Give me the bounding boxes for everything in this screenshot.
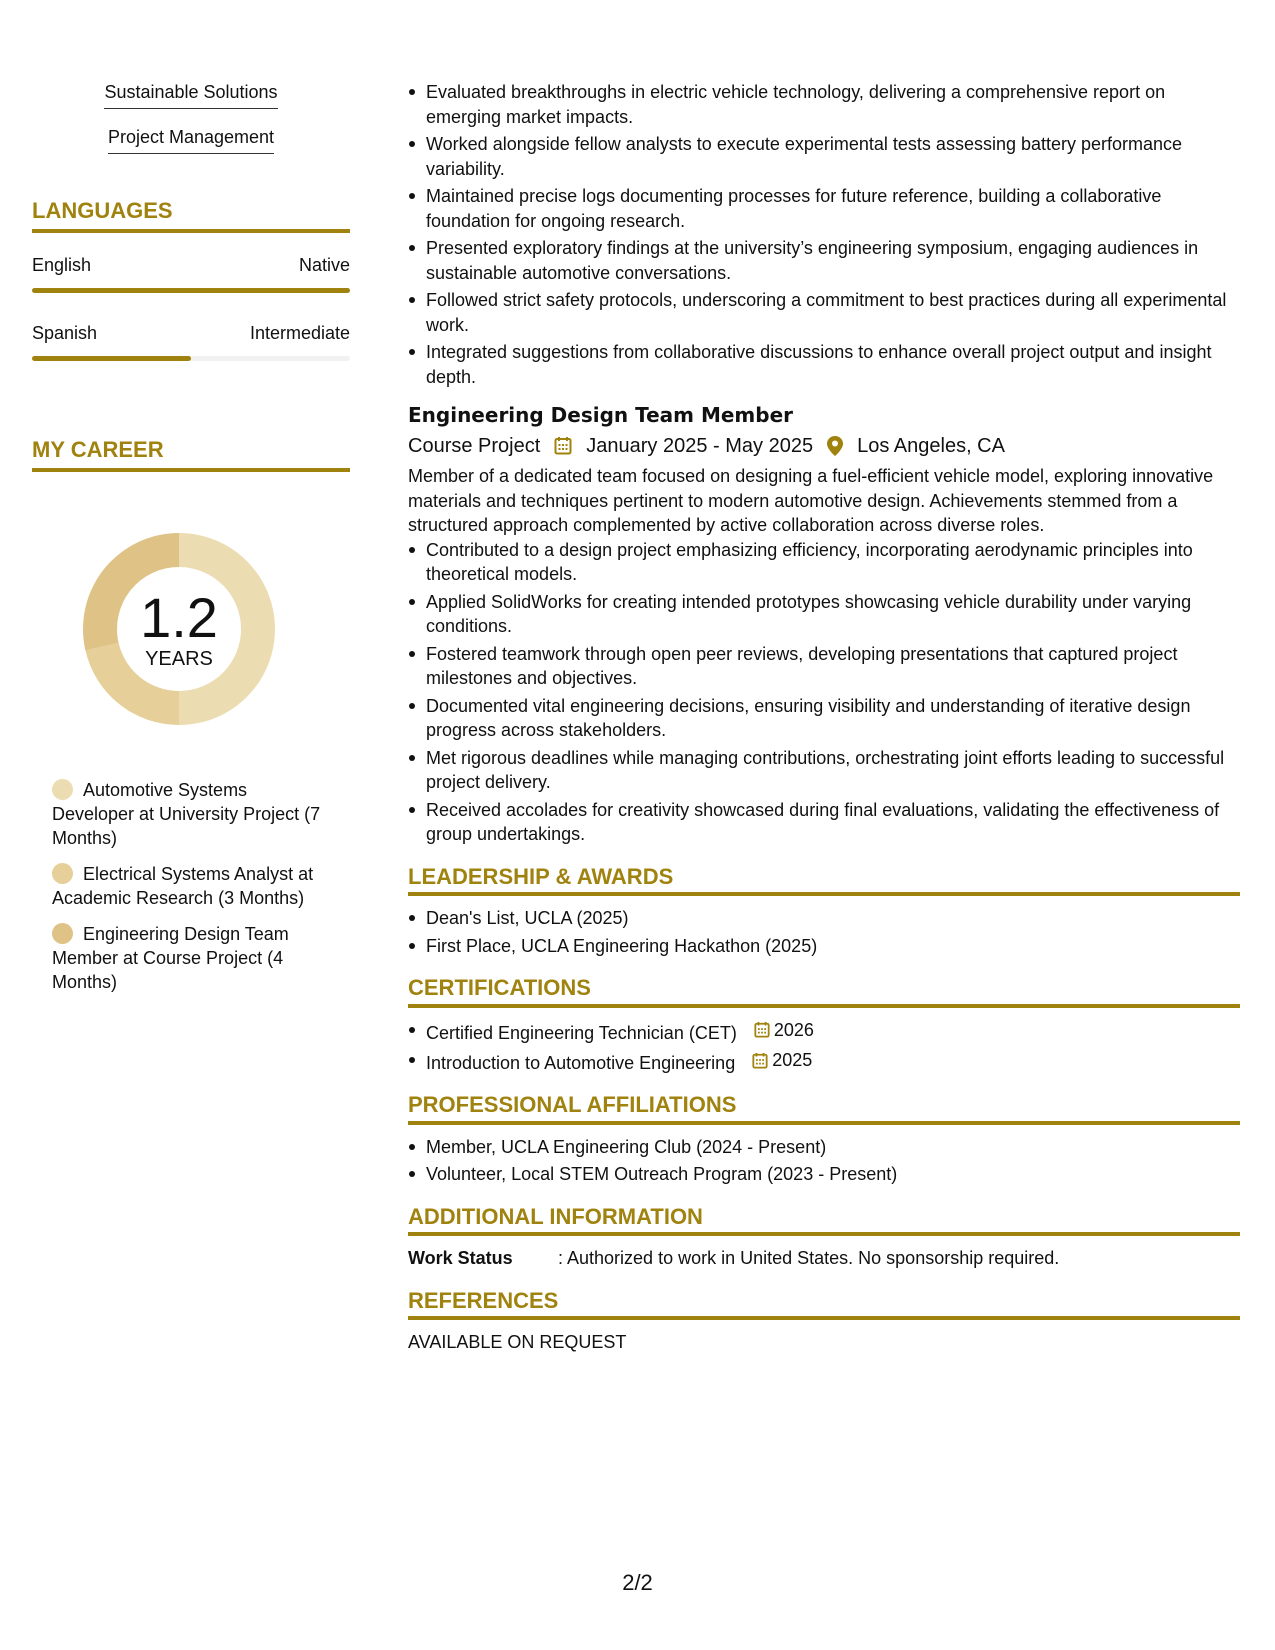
certification-item (426, 1018, 1240, 1045)
career-legend-item (52, 862, 332, 910)
references-text: AVAILABLE ON REQUEST (408, 1332, 627, 1352)
additional-info-heading: ADDITIONAL INFORMATION (408, 1205, 1240, 1237)
language-name: Spanish (32, 323, 98, 343)
award-item: First Place, UCLA Engineering Hackathon (2025) (426, 934, 1240, 959)
career-total-years: 1.2 (140, 586, 218, 649)
legend-label: Engineering Design Team Member at Course Project (4 Months) (52, 924, 289, 992)
career-legend-item (52, 778, 332, 850)
languages-heading: LANGUAGES (32, 198, 350, 233)
legend-color-dot (52, 923, 73, 944)
job-title: Engineering Design Team Member (408, 403, 794, 427)
job-organization: Course Project (408, 434, 541, 457)
certification-name: Introduction to Automotive Engineering (426, 1052, 736, 1073)
language-proficiency-bar (32, 356, 350, 361)
work-status-row (408, 1246, 1240, 1271)
certification-year: 2025 (772, 1049, 813, 1070)
bullet-item: Presented exploratory findings at the university’s engineering symposium, engaging audiences in sustainable automotive conversations. (426, 236, 1240, 285)
certification-year: 2026 (773, 1019, 814, 1040)
skill-item: Project Management (108, 127, 274, 154)
certification-item (426, 1048, 1240, 1075)
language-entry (32, 323, 350, 361)
job-dates: January 2025 - May 2025 (586, 434, 814, 457)
previous-job-bullets (408, 80, 1240, 389)
job-description: Member of a dedicated team focused on designing a fuel-efficient vehicle model, exploring innovative materials and techniques pertinent to modern automotive design. Achievements stemmed from a structured approach complemented by active collaboration across diverse roles. (408, 466, 1214, 535)
language-entry (32, 255, 350, 293)
calendar-icon (554, 436, 572, 455)
bullet-item: Maintained precise logs documenting processes for future reference, building a collaborative foundation for ongoing research. (426, 184, 1240, 233)
career-legend-item (52, 922, 332, 994)
job-meta (408, 434, 1240, 459)
affiliations-heading: PROFESSIONAL AFFILIATIONS (408, 1093, 1240, 1125)
bullet-item: Fostered teamwork through open peer reviews, developing presentations that captured project milestones and objectives. (426, 642, 1240, 691)
certification-name: Certified Engineering Technician (CET) (426, 1022, 737, 1043)
career-donut-chart (66, 516, 292, 742)
language-level: Intermediate (249, 323, 350, 343)
sidebar (32, 82, 350, 1006)
work-status-value: : Authorized to work in United States. No sponsorship required. (558, 1248, 1060, 1268)
legend-color-dot (52, 863, 73, 884)
skill-item: Sustainable Solutions (104, 82, 277, 109)
language-proficiency-fill (32, 288, 350, 293)
certifications-list (408, 1018, 1240, 1076)
bullet-item: Evaluated breakthroughs in electric vehicle technology, delivering a comprehensive report on emerging market impacts. (426, 80, 1240, 129)
bullet-item: Met rigorous deadlines while managing contributions, orchestrating joint efforts leading to successful project delivery. (426, 746, 1240, 795)
bullet-item: Worked alongside fellow analysts to execute experimental tests assessing battery performance variability. (426, 132, 1240, 181)
calendar-icon (752, 1052, 768, 1069)
calendar-icon (754, 1021, 770, 1038)
legend-label: Electrical Systems Analyst at Academic Research (3 Months) (52, 864, 314, 908)
career-years-unit: YEARS (145, 648, 213, 670)
map-pin-icon (827, 436, 843, 456)
leadership-heading: LEADERSHIP & AWARDS (408, 865, 1240, 897)
affiliation-item: Volunteer, Local STEM Outreach Program (2023 - Present) (426, 1162, 1240, 1187)
language-level: Native (298, 255, 350, 275)
bullet-item: Received accolades for creativity showcased during final evaluations, validating the effectiveness of group undertakings. (426, 798, 1240, 847)
career-heading: MY CAREER (32, 437, 350, 472)
language-proficiency-bar (32, 288, 350, 293)
work-status-label: Work Status (408, 1248, 513, 1268)
legend-label: Automotive Systems Developer at University Project (7 Months) (52, 780, 321, 848)
references-heading: REFERENCES (408, 1289, 1240, 1321)
job-location: Los Angeles, CA (857, 434, 1005, 457)
bullet-item: Integrated suggestions from collaborative discussions to enhance overall project output and insight depth. (426, 340, 1240, 389)
leadership-list (408, 906, 1240, 958)
affiliation-item: Member, UCLA Engineering Club (2024 - Present) (426, 1135, 1240, 1160)
bullet-item: Contributed to a design project emphasizing efficiency, incorporating aerodynamic principles into theoretical models. (426, 538, 1240, 587)
bullet-item: Applied SolidWorks for creating intended prototypes showcasing vehicle durability under varying conditions. (426, 590, 1240, 639)
language-proficiency-fill (32, 356, 191, 361)
legend-color-dot (52, 779, 73, 800)
bullet-item: Followed strict safety protocols, underscoring a commitment to best practices during all experimental work. (426, 288, 1240, 337)
language-name: English (32, 255, 92, 275)
award-item: Dean's List, UCLA (2025) (426, 906, 1240, 931)
page-number: 2/2 (622, 1570, 653, 1595)
bullet-item: Documented vital engineering decisions, ensuring visibility and understanding of iterative design progress across stakeholders. (426, 694, 1240, 743)
main-content (408, 80, 1240, 1355)
certifications-heading: CERTIFICATIONS (408, 976, 1240, 1008)
affiliations-list (408, 1135, 1240, 1187)
job-bullets (408, 538, 1240, 847)
career-legend (52, 778, 332, 994)
